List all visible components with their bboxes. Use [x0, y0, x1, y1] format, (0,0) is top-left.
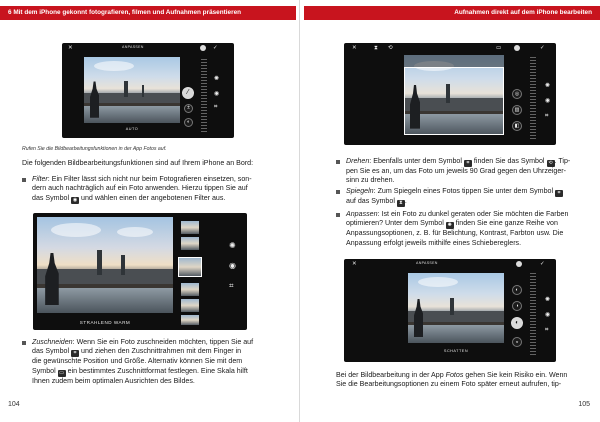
- contrast-icon: ◐: [184, 118, 193, 127]
- bullet-rotate: Drehen: Ebenfalls unter dem Symbol ⌗ finden Sie das Symbol ⟲ . Tip- pen Sie es an, um das Foto um jeweils 90 Grad gegen den Uhrzeiger- sinn zu drehen.: [336, 157, 592, 186]
- screenshot-title: ANPASSEN: [416, 261, 438, 265]
- prague-photo: [408, 273, 504, 343]
- cloud: [418, 277, 458, 287]
- adjust-icon: ✺: [447, 222, 452, 229]
- cloud: [117, 227, 153, 237]
- adjust-option-name: SCHATTEN: [443, 349, 469, 353]
- contrast-icon[interactable]: ◒: [512, 337, 522, 347]
- closing-paragraph: Bei der Bildbearbeitung in der App Fotos gehen Sie kein Risiko ein. Wenn Sie die Bearbeitungsoptionen zu einem Foto später erneut aufrufen, tip-: [336, 371, 568, 389]
- filter-name: STRAHLEND WARM: [79, 320, 131, 325]
- close-icon: ✕: [68, 45, 73, 51]
- straighten-icon[interactable]: ◎: [512, 89, 522, 99]
- right-page: [300, 0, 600, 422]
- figure-caption: Rufen Sie die Bildbearbeitungsfunktionen in der App Fotos auf.: [22, 146, 167, 152]
- tower: [450, 298, 454, 315]
- rotate-icon: ⟲: [548, 160, 553, 166]
- check-icon: ✓: [540, 45, 545, 51]
- bullet-marker: [336, 190, 340, 194]
- adjust-ruler: [201, 59, 207, 133]
- check-icon: ✓: [540, 261, 545, 267]
- bullet-mirror: Spiegeln: Zum Spiegeln eines Fotos tippen Sie unter dem Symbol ⌗ auf das Symbol ⧗ .: [336, 187, 592, 207]
- crop-icon: ⌗: [555, 190, 563, 197]
- screenshot-adjust-view: [344, 259, 556, 362]
- bullet-marker: [22, 341, 26, 345]
- term-adjust: Anpassen: [346, 210, 378, 218]
- exposure-icon: ±: [184, 104, 193, 113]
- filter-icon: ◉: [229, 261, 236, 270]
- bullet-marker: [22, 178, 26, 182]
- tower: [142, 85, 145, 97]
- adjust-ruler: [530, 273, 536, 357]
- filter-thumbnail[interactable]: [181, 221, 199, 234]
- crop-icon: ⌗: [545, 327, 549, 333]
- term-mirror: Spiegeln: [346, 187, 374, 195]
- screenshot-topbar: [62, 43, 234, 53]
- filter-thumbnail-selected[interactable]: [178, 257, 202, 277]
- crop-frame[interactable]: [404, 67, 504, 135]
- tower: [97, 250, 102, 275]
- bullet-crop: Zuschneiden: Wenn Sie ein Foto zuschneiden möchten, tippen Sie auf das Symbol ⌗ und ziehen den Zuschnittrahmen mit dem Finger in die gewünschte Position und Größe. Alternativ können Sie mit dem Symbol ▭ ein bestimmtes Zuschnittformat festlegen. Eine Skala hilft Ihnen zudem beim optimalen Ausrichten des Bildes.: [22, 338, 296, 386]
- filter-icon: ◉: [214, 91, 220, 97]
- prague-photo: [84, 57, 180, 123]
- filter-thumbnail[interactable]: [181, 283, 199, 296]
- straighten-ruler: [530, 57, 536, 141]
- highlights-icon[interactable]: ◑: [512, 301, 522, 311]
- tower: [121, 255, 125, 274]
- flip-icon: ⧗: [374, 45, 378, 51]
- crop-icon: ⌗: [545, 113, 549, 119]
- brilliance-icon[interactable]: ◐: [512, 285, 522, 295]
- crop-icon: ⌗: [71, 350, 79, 357]
- chapter-header: 6 Mit dem iPhone gekonnt fotografieren, filmen und Aufnahmen präsentieren: [0, 6, 296, 20]
- statue: [45, 253, 59, 306]
- screenshot-caption: AUTO: [125, 127, 139, 131]
- section-header: Aufnahmen direkt auf dem iPhone bearbeiten: [304, 6, 600, 20]
- crop-mask: [404, 55, 504, 67]
- more-icon: [514, 45, 520, 51]
- filter-thumbnail[interactable]: [181, 299, 199, 312]
- app-name: Fotos: [445, 371, 464, 379]
- screenshot-edit-view: [62, 43, 234, 138]
- bullet-filter: Filter: Ein Filter lässt sich nicht nur beim Fotografieren einsetzen, son- dern auch nachträglich auf ein Foto anwenden. Hierzu tippen Sie auf das Symbol ◉ und wählen einen der angebotenen Filter aus.: [22, 175, 296, 204]
- check-icon: ✓: [213, 45, 218, 51]
- more-icon: [516, 261, 522, 267]
- screenshot-filter-view: [33, 213, 247, 330]
- filter-icon: ◉: [545, 312, 551, 318]
- term-rotate: Drehen: [346, 157, 370, 165]
- page-number: 105: [578, 401, 590, 408]
- screenshot-crop-view: [344, 43, 556, 145]
- auto-enhance-icon: ✺: [545, 83, 551, 89]
- term-crop: Zuschneiden: [32, 338, 73, 346]
- statue: [90, 81, 100, 117]
- more-icon: [200, 45, 206, 51]
- intro-paragraph: Die folgenden Bildbearbeitungsfunktionen sind auf Ihrem iPhone an Bord:: [22, 159, 254, 167]
- cloud: [51, 223, 101, 237]
- bullet-adjust: Anpassen: Ist ein Foto zu dunkel geraten oder Sie möchten die Farben optimieren? Unter dem Symbol ✺ finden Sie eine ganze Reihe von Anpassungsoptionen, z. B. für Belichtung, Kontrast, Farbton usw. Die Anpassung erfolgt jeweils mithilfe eines Schiebereglers.: [336, 210, 592, 248]
- shadows-icon[interactable]: ◐: [511, 317, 523, 329]
- magic-wand-icon: ⁄: [182, 87, 194, 99]
- adjust-icon: ✺: [545, 297, 551, 303]
- bullet-marker: [336, 160, 340, 164]
- auto-enhance-icon: ✺: [229, 241, 236, 250]
- filter-thumbnail[interactable]: [181, 315, 199, 325]
- screenshot-topbar: [344, 43, 556, 53]
- filter-icon: ◉: [545, 98, 551, 104]
- filter-thumbnail[interactable]: [181, 237, 199, 250]
- crop-icon: ⌗: [229, 281, 234, 290]
- statue: [414, 299, 424, 338]
- close-icon: ✕: [352, 261, 357, 267]
- screenshot-topbar: [344, 259, 556, 269]
- crop-icon: ⌗: [464, 160, 472, 167]
- horizontal-perspective-icon[interactable]: ◧: [512, 121, 522, 131]
- bullet-marker: [336, 213, 340, 217]
- auto-enhance-icon: ✺: [214, 76, 220, 82]
- crop-icon: ⌗: [214, 104, 218, 110]
- page-number: 104: [8, 401, 20, 408]
- cloud: [94, 61, 134, 71]
- flip-icon: ⧗: [397, 200, 405, 207]
- rotate-icon: ⟲: [388, 45, 393, 51]
- prague-photo-filtered: [37, 217, 173, 313]
- aspect-ratio-icon: ▭: [59, 369, 64, 376]
- tower: [124, 81, 128, 97]
- vertical-perspective-icon[interactable]: ▥: [512, 105, 522, 115]
- term-filter: Filter: [32, 175, 48, 183]
- close-icon: ✕: [352, 45, 357, 51]
- aspect-ratio-icon: ▭: [496, 45, 502, 51]
- filter-thumbnail-strip: [181, 221, 199, 325]
- filter-icon: ◉: [72, 196, 78, 203]
- screenshot-title: ANPASSEN: [122, 45, 144, 49]
